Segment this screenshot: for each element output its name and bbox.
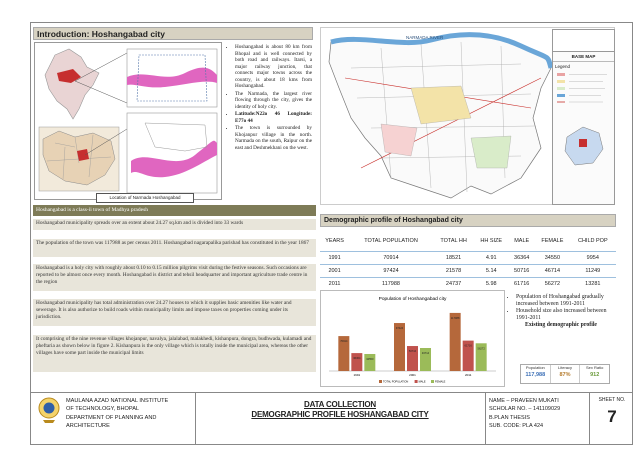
- chart-svg: [321, 291, 504, 386]
- table-cell: 21578: [433, 265, 474, 278]
- institute-line: OF TECHNOLOGY, BHOPAL: [66, 406, 140, 413]
- map-caption: Location of Narmada Hoshangabad: [96, 193, 194, 203]
- student-line: SCHOLAR NO. – 141109029: [489, 406, 561, 413]
- table-cell: 24737: [433, 278, 474, 291]
- table-cell: 97424: [349, 265, 433, 278]
- legend-swatches: [553, 71, 614, 189]
- footer-divider: [589, 392, 590, 445]
- stat-cell: [551, 365, 581, 383]
- chart-bar: [364, 354, 375, 371]
- intro-title: Introduction: Hoshangabad city: [33, 27, 313, 40]
- note-item: • Population of Hoshangabad gradually increased between 1991-2011: [516, 294, 614, 308]
- legend-swatch: [431, 380, 434, 383]
- institute-name: [66, 397, 186, 431]
- table-cell: 36364: [508, 252, 535, 265]
- table-cell: 61716: [508, 278, 535, 291]
- sheet-no-label: SHEET NO.: [598, 397, 626, 403]
- bar-value-label: 56272: [477, 347, 485, 351]
- legend-header: [553, 30, 614, 52]
- col-header: MALE: [514, 238, 530, 244]
- table-row: [320, 265, 616, 278]
- table-cell: 2011: [320, 278, 349, 291]
- bar-value-label: 50716: [408, 350, 417, 354]
- stats-strip: [520, 364, 610, 384]
- legend-swatch: [415, 380, 418, 383]
- legend-label: MALE: [418, 380, 426, 384]
- demographic-title: Demographic profile of Hoshangabad city: [320, 214, 616, 227]
- institute-line: MAULANA AZAD NATIONAL INSTITUTE: [66, 398, 169, 404]
- para-population: The population of the town was 117988 as per census 2011. Hoshangabad nagarapalika parishad has constituted in the year 1867: [33, 239, 316, 257]
- table-cell: 5.98: [474, 278, 508, 291]
- population-chart: [320, 290, 505, 387]
- table-cell: 56272: [535, 278, 569, 291]
- legend-label: TOTAL POPULATION: [383, 380, 409, 384]
- sheet-label: BASE MAP: [553, 52, 614, 62]
- x-tick-label: 1991: [353, 373, 361, 377]
- chart-bar: [351, 353, 362, 371]
- demographic-table: [320, 231, 616, 290]
- student-line: NAME – PRAVEEN MUKATI: [489, 398, 559, 404]
- table-cell: 70914: [349, 252, 433, 265]
- legend-swatch: [379, 380, 382, 383]
- stat-value: 912: [590, 372, 600, 378]
- bullet-item: • Latitude:N22o 46 Longitude: E77o 44: [235, 111, 312, 124]
- institute-logo: [38, 396, 60, 424]
- para-municipality-extent: Hoshangabad municipality spreads over an extent about 24.27 sq.km and is divided into 33 wards: [33, 219, 316, 230]
- bar-value-label: 117988: [450, 316, 460, 320]
- chart-bar: [450, 313, 461, 371]
- river-label: NARMADA RIVER: [406, 35, 444, 40]
- table-cell: 50716: [508, 265, 535, 278]
- bar-value-label: 61716: [464, 344, 472, 348]
- table-cell: 18521: [433, 252, 474, 265]
- table-cell: 4.91: [474, 252, 508, 265]
- table-cell: 1991: [320, 252, 349, 265]
- footer-divider: [485, 392, 486, 445]
- para-holy-city: Hoshangabad is a holy city with roughly about 0.10 to 0.15 million pilgrims visit during the festive seasons. Such occasions are reported to be almost once every month. Hoshangabad is district and tehsil headquarter and important agriculture trade centre in the region: [33, 264, 316, 291]
- x-tick-label: 2001: [409, 373, 416, 377]
- map-legend-panel: [552, 29, 615, 205]
- bar-value-label: 97424: [395, 327, 404, 331]
- footer-divider: [195, 392, 196, 445]
- bullet-item: • The Narmada, the largest river flowing through the city, gives the identity of holy city.: [235, 91, 312, 111]
- stat-label: Population: [525, 365, 545, 370]
- stat-value: 117,988: [525, 372, 546, 378]
- table-cell: 117988: [349, 278, 433, 291]
- note-item: • Household size also increased between 1991-2011: [516, 308, 614, 322]
- institute-line: ARCHITECTURE: [66, 423, 110, 430]
- bar-value-label: 46714: [421, 352, 430, 356]
- legend-title: Legend: [555, 64, 571, 69]
- sheet-number-box: [592, 397, 632, 427]
- location-map-graphic: [35, 43, 221, 199]
- sheet-no-value: 7: [607, 407, 617, 426]
- para-administration: Hoshangabad municipality has total administration over 24.27 houses to which it supplies basic amenities like water and sewerage. It is also authorize to build roads within municipality limits and impose taxes on properties coming under its jurisdiction.: [33, 299, 316, 326]
- x-tick-label: 2011: [464, 373, 472, 377]
- demographic-notes: [508, 294, 614, 329]
- table-cell: 9954: [570, 252, 616, 265]
- student-line: B.PLAN THESIS: [489, 414, 530, 421]
- chart-bar: [394, 323, 405, 371]
- sheet-title-line2: DEMOGRAPHIC PROFILE HOSHANGABAD CITY: [251, 410, 429, 419]
- col-header: TOTAL POPULATION: [364, 238, 418, 244]
- table-row: [320, 278, 616, 291]
- col-header: HH SIZE: [480, 238, 503, 244]
- bar-value-label: 36364: [353, 357, 361, 361]
- bullet-item: • Hoshangabad is about 80 km from Bhopal and is well connected by both road and railways. Itarsi, a major railway junction, that connects major towns across the country, is about 18 kms from Hoshangabad.: [235, 44, 312, 90]
- table-cell: 34550: [535, 252, 569, 265]
- notes-subtitle: Existing demographic profile: [524, 322, 598, 328]
- table-header-row: [320, 231, 616, 252]
- class-band: Hoshangabad is a class-ii town of Madhya pradesh: [33, 205, 316, 216]
- col-header: FEMALE: [541, 238, 564, 244]
- col-header: YEARS: [325, 238, 344, 244]
- chart-title: Population of Hoshangabad city: [378, 297, 447, 302]
- bar-value-label: 70914: [340, 340, 348, 344]
- intro-bullets: [226, 44, 312, 152]
- para-villages: It comprising of the nine revenue villages khojanpur, navalya, jalalabad, malakhedi, kishanpura, dongra, budhwada, kulamadi and pheftaria as shown below in figure 2. Kishanpura is the only village which is totally inside the municipal area, whereas the other villages have some part inside the municipal limits: [33, 335, 316, 372]
- location-maps: [34, 42, 222, 200]
- sheet-title-line1: DATA COLLECTION: [304, 400, 376, 409]
- stat-value: 87%: [559, 372, 571, 378]
- bar-value-label: 34550: [366, 357, 374, 361]
- student-details: [489, 397, 584, 431]
- bullet-item: • The town is surrounded by Khojanpur village in the north. Narmada on the south, Raipur on the east and Deshmekhani on the west.: [235, 125, 312, 151]
- col-header: TOTAL HH: [440, 238, 467, 244]
- sheet-title: [200, 400, 480, 420]
- stat-cell: [521, 365, 551, 383]
- table-cell: 2001: [320, 265, 349, 278]
- stat-cell: [580, 365, 609, 383]
- table-cell: 46714: [535, 265, 569, 278]
- stat-label: Literacy: [558, 365, 573, 370]
- table-cell: 5.14: [474, 265, 508, 278]
- institute-line: DEPARTMENT OF PLANNING AND: [66, 414, 157, 421]
- table-row: [320, 252, 616, 265]
- legend-label: FEMALE: [435, 380, 446, 384]
- col-header: CHILD POP: [577, 238, 608, 244]
- table-cell: 11249: [570, 265, 616, 278]
- student-line: SUB. CODE: PLA 424: [489, 423, 544, 430]
- stat-label: Sex Ratio: [586, 365, 604, 370]
- table-cell: 13281: [570, 278, 616, 291]
